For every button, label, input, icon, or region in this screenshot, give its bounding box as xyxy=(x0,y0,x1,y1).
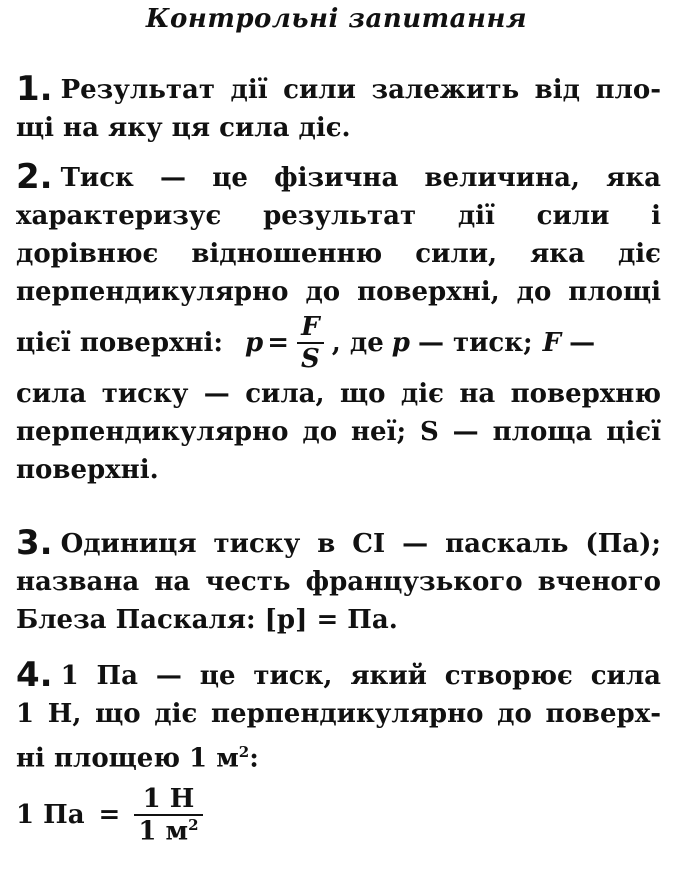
pascal-formula: 1 Па = $\frac{1 Н}{1 м^2}$ xyxy=(16,786,661,845)
question-4-line-3: ні площею 1 $м^2$: xyxy=(16,743,259,774)
question-3-number: 3. xyxy=(16,523,53,563)
question-2-line-2: характеризує результат дії сили і xyxy=(16,201,661,231)
pascal-fraction: $\frac{1 Н}{1 м^2}$ xyxy=(134,786,202,845)
question-1 xyxy=(16,70,661,147)
question-2-line-4: перпендикулярно до поверхні, до площі xyxy=(16,277,661,307)
question-4-number: 4. xyxy=(16,655,53,695)
question-2-line-8: поверхні. xyxy=(16,455,159,485)
question-3-line-1: 3. Одиниця тиску в СІ — паскаль (Па); xyxy=(16,523,661,563)
question-4-line-1: 4. 1 Па — це тиск, який створює сила xyxy=(16,655,661,695)
question-2 xyxy=(16,158,661,489)
question-2-line-1: 2. Тиск — це фізична величина, яка xyxy=(16,157,661,197)
question-3-line-2: названа на честь французького вченого xyxy=(16,567,661,597)
question-1-line-1: 1. Результат дії сили залежить від пло- xyxy=(16,69,661,109)
question-1-number: 1. xyxy=(16,69,53,109)
pressure-fraction: $\frac{F}{S}$ xyxy=(297,314,324,372)
section-title: Контрольні запитання xyxy=(145,4,528,34)
question-4-line-2: 1 Н, що діє перпендикулярно до поверх- xyxy=(16,699,661,729)
question-2-line-6: сила тиску — сила, що діє на поверхню xyxy=(16,379,661,409)
question-2-line-7: перпендикулярно до неї; S — площа цієї xyxy=(16,417,661,447)
question-1-line-2: щі на яку ця сила діє. xyxy=(16,113,351,143)
pressure-formula-line: цієї поверхні: p = $\frac{F}{S}$ , де p — тиск; F — xyxy=(16,312,596,374)
question-3-line-3: Блеза Паскаля: [p] = Па. xyxy=(16,605,398,635)
question-2-number: 2. xyxy=(16,157,53,197)
question-2-line-3: дорівнює відношенню сили, яка діє xyxy=(16,239,661,269)
question-3 xyxy=(16,524,661,639)
question-4 xyxy=(16,655,661,847)
